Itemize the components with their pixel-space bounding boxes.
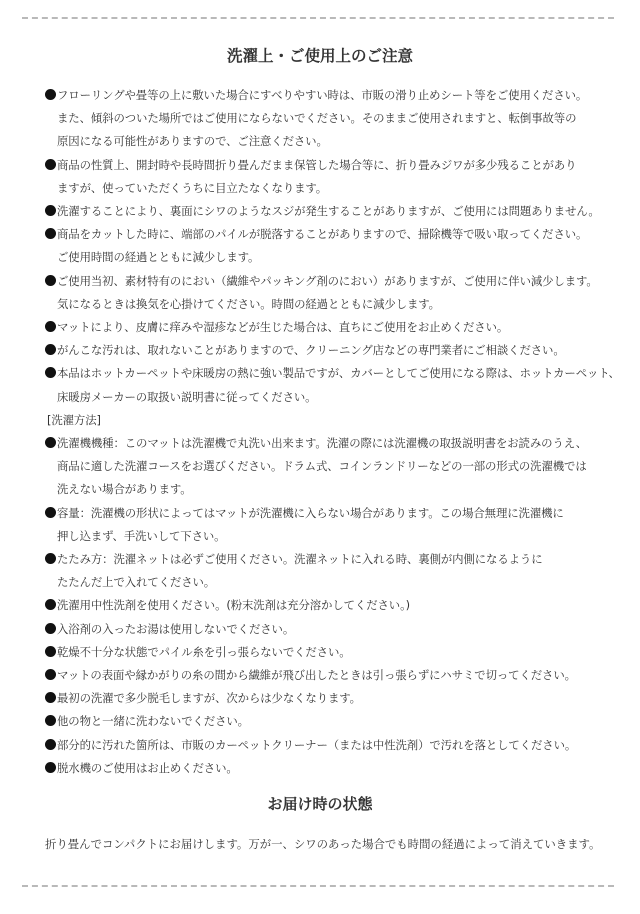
note-item (45, 552, 543, 566)
top-dashed-divider (22, 17, 614, 19)
note-continuation (57, 134, 328, 148)
bullet-icon (45, 646, 56, 657)
note-continuation (57, 297, 440, 311)
note-text: 商品の性質上、開封時や長時間折り畳んだまま保管した場合等に、折り畳みジワが多少残ることがあり (57, 157, 577, 172)
note-item (45, 506, 564, 520)
note-item (45, 158, 576, 172)
note-continuation (57, 529, 225, 543)
bullet-icon (45, 205, 56, 216)
note-text: 押し込まず、手洗いして下さい。 (57, 528, 226, 543)
note-text: 部分的に汚れた箇所は、市販のカーペットクリーナー（または中性洗剤）で汚れを落としてください。 (57, 737, 577, 752)
bullet-icon (45, 228, 56, 239)
note-text: 気になるときは換気を心掛けてください。時間の経過とともに減少します。 (57, 296, 440, 311)
note-item (45, 320, 508, 334)
bullet-icon (45, 159, 56, 170)
note-item (45, 204, 600, 218)
note-text: マットの表面や縁かがりの糸の間から繊維が飛び出したときは引っ張らずにハサミで切ってください。 (57, 668, 576, 682)
note-text: 乾燥不十分な状態でパイル糸を引っ張らないでください。 (57, 644, 351, 659)
bullet-icon (45, 692, 56, 703)
note-item (45, 88, 587, 102)
bullet-icon (45, 739, 56, 750)
note-text: また、傾斜のついた場所ではご使用にならないでください。そのままご使用されますと、転倒事故等の (57, 111, 577, 126)
bullet-icon (45, 89, 56, 100)
page-title: 洗濯上・ご使用上のご注意 (226, 47, 413, 65)
note-item (45, 598, 410, 612)
note-continuation (57, 390, 316, 404)
note-continuation (57, 459, 587, 473)
note-text: がんこな汚れは、取れないことがありますので、クリーニング店などの専門業者にご相談ください。 (57, 343, 565, 358)
note-text: マットにより、皮膚に痒みや湿疹などが生じた場合は、直ちにご使用をお止めください。 (57, 320, 509, 334)
note-text: たたみ方：洗濯ネットは必ずご使用ください。洗濯ネットに入れる時、裏側が内側になるように (57, 552, 543, 566)
note-text: ご使用当初、素材特有のにおい（繊維やパッキング剤のにおい）がありますが、ご使用に伴い減少します。 (57, 273, 598, 288)
note-text: たたんだ上で入れてください。 (57, 575, 216, 590)
note-text: 洗えない場合があります。 (57, 482, 192, 497)
note-item (45, 738, 576, 752)
bullet-icon (45, 553, 56, 564)
note-text: 商品に適した洗濯コースをお選びください。ドラム式、コインランドリーなどの一部の形式の洗濯機では (57, 459, 587, 474)
note-text: ますが、使っていただくうちに目立たなくなります。 (57, 180, 328, 195)
note-item (45, 436, 587, 450)
note-text: 脱水機のご使用はお止めください。 (57, 760, 238, 775)
note-text: フローリングや畳等の上に敷いた場合にすべりやすい時は、市販の滑り止めシート等をご使用ください。 (57, 88, 588, 102)
note-text: [洗濯方法] (47, 412, 101, 427)
bullet-icon (45, 344, 56, 355)
note-text: 他の物と一緒に洗わないでください。 (57, 714, 249, 729)
note-continuation (57, 575, 215, 589)
note-continuation (57, 181, 327, 195)
note-item (45, 645, 351, 659)
note-item (45, 714, 249, 728)
note-continuation (57, 250, 259, 264)
note-text: 洗濯することにより、裏面にシワのようなスジが発生することがありますが、ご使用には問題ありません。 (57, 204, 600, 218)
note-item (45, 366, 620, 380)
note-text: 容量：洗濯機の形状によってはマットが洗濯機に入らない場合があります。この場合無理に洗濯機に (57, 505, 564, 520)
note-text: 洗濯機機種：このマットは洗濯機で丸洗い出来ます。洗濯の際には洗濯機の取扱説明書をお読みのうえ、 (57, 436, 587, 450)
note-text: 入浴剤の入ったお湯は使用しないでください。 (57, 621, 295, 636)
bullet-icon (45, 599, 56, 610)
note-item (45, 622, 294, 636)
bullet-icon (45, 367, 56, 378)
note-item (45, 227, 587, 241)
delivery-heading: お届け時の状態 (267, 795, 373, 813)
bullet-icon (45, 715, 56, 726)
note-continuation (57, 482, 192, 496)
bullet-icon (45, 762, 56, 773)
note-text: 本品はホットカーペットや床暖房の熱に強い製品ですが、カバーとしてご使用になる際は、ホットカーペット、 (57, 366, 620, 381)
note-text: 商品をカットした時に、端部のパイルが脱落することがありますので、掃除機等で吸い取ってください。 (57, 227, 588, 242)
note-item (45, 668, 576, 682)
bottom-dashed-divider (22, 885, 614, 887)
bullet-icon (45, 623, 56, 634)
note-item (45, 691, 361, 705)
note-item (45, 274, 598, 288)
bullet-icon (45, 507, 56, 518)
bullet-icon (45, 321, 56, 332)
delivery-text: 折り畳んでコンパクトにお届けします。万が一、シワのあった場合でも時間の経過によって消えていきます。 (45, 837, 601, 851)
note-text: 床暖房メーカーの取扱い説明書に従ってください。 (57, 389, 317, 404)
bullet-icon (45, 437, 56, 448)
note-item (45, 761, 238, 775)
note-text: ご使用時間の経過とともに減少します。 (57, 250, 260, 265)
bullet-icon (45, 669, 56, 680)
note-text: 最初の洗濯で多少脱毛しますが、次からは少なくなります。 (57, 691, 361, 706)
note-text: 洗濯用中性洗剤を使用ください。(粉末洗剤は充分溶かしてください。) (57, 598, 410, 613)
note-item (45, 343, 565, 357)
section-label (47, 413, 101, 427)
note-continuation (57, 111, 576, 125)
bullet-icon (45, 275, 56, 286)
note-text: 原因になる可能性がありますので、ご注意ください。 (57, 134, 328, 149)
